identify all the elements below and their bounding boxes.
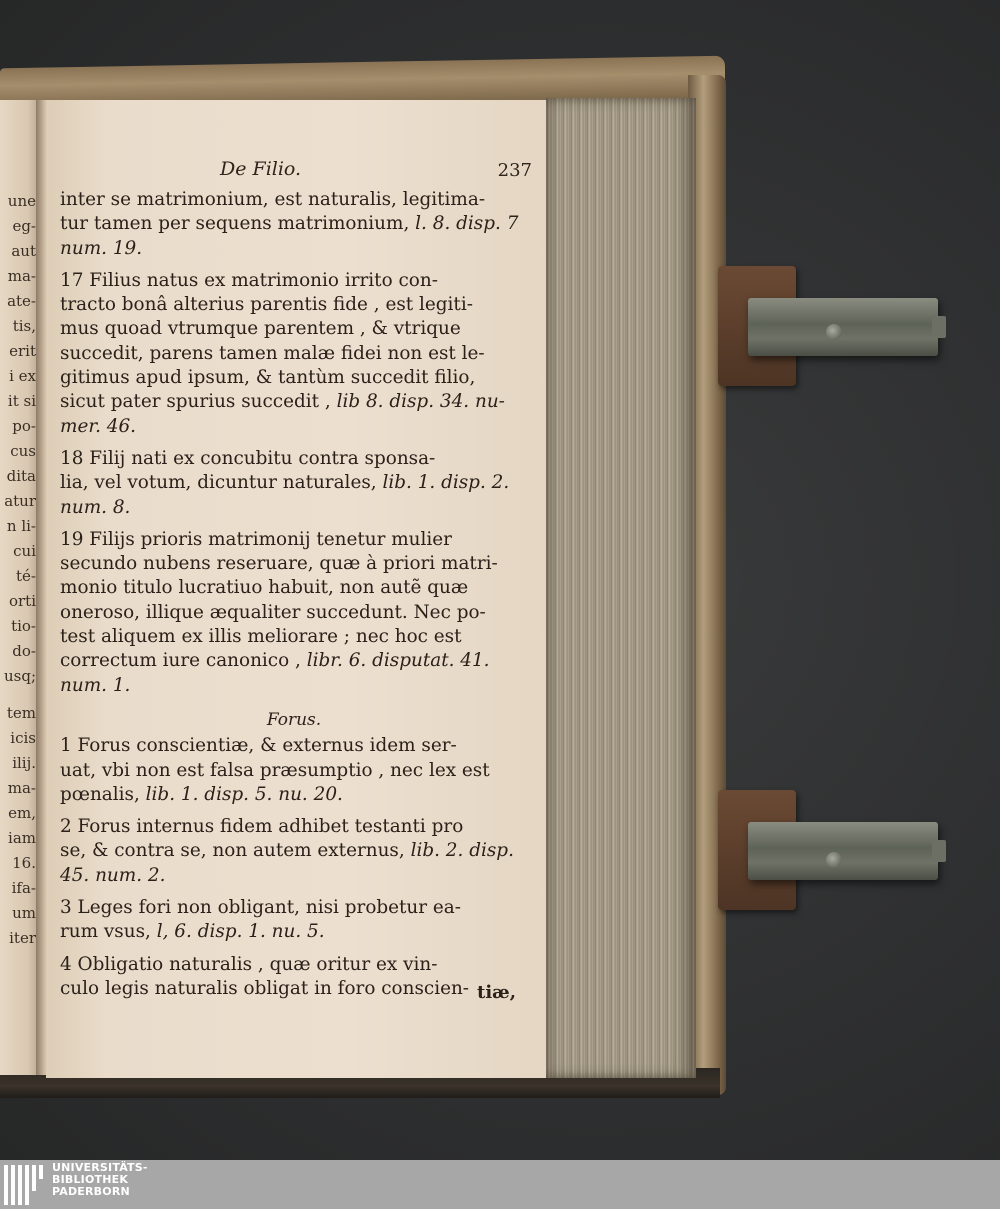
text-line [60, 342, 528, 366]
text-line [60, 390, 528, 414]
previous-page-fragment: ifa- [11, 879, 36, 897]
paragraph [60, 447, 528, 520]
text-line [60, 977, 528, 1001]
line-text: inter se matrimonium, est naturalis, legitima- [60, 189, 486, 210]
page-block-fore-edge [546, 98, 696, 1078]
text-line [60, 212, 528, 236]
line-text: 3 Leges fori non obligant, nisi probetur ea- [60, 897, 461, 919]
previous-page-fragment: it si [7, 392, 36, 410]
library-footer-banner [0, 1160, 1000, 1209]
line-text: 19 Filijs prioris matrimonij tenetur mulier [60, 528, 452, 550]
paragraph [60, 896, 528, 945]
citation-reference: l. 8. disp. 7 [415, 213, 519, 235]
text-line [60, 415, 528, 439]
text-line [60, 496, 528, 520]
text-line [60, 815, 528, 839]
previous-page-fragment: dita [6, 467, 36, 485]
line-text: 18 Filij nati ex concubitu contra sponsa- [60, 447, 436, 469]
paragraph [60, 734, 528, 807]
citation-reference: 45. num. 2. [60, 864, 166, 886]
page-text [60, 188, 528, 1009]
previous-page-fragment: erit [9, 342, 36, 360]
line-text: 2 Forus internus fidem adhibet testanti pro [60, 816, 464, 838]
previous-page-fragment: n li- [6, 517, 36, 535]
text-line [60, 864, 528, 888]
previous-page-fragment: cui [13, 542, 36, 560]
clasp-rivet [826, 324, 842, 340]
previous-page-fragment: iam [8, 829, 36, 847]
text-line [60, 674, 528, 698]
previous-page-fragment: um [12, 904, 36, 922]
paragraph [60, 269, 528, 439]
previous-page-fragment: une [7, 192, 36, 210]
previous-page-fragment: iter [9, 929, 36, 947]
line-text: oneroso, illique æqualiter succedunt. Nec po- [60, 601, 486, 623]
line-text: gitimus apud ipsum, & tantùm succedit filio, [60, 367, 476, 389]
previous-page-fragment: ate- [7, 292, 36, 310]
clasp-hook [932, 316, 946, 338]
library-name: UNIVERSITÄTS- BIBLIOTHEK PADERBORN [52, 1161, 148, 1198]
text-line [60, 920, 528, 944]
text-line [60, 839, 528, 863]
line-text: 4 Obligatio naturalis , quæ oritur ex vin- [60, 953, 438, 975]
line-text: succedit, parens tamen malæ fidei non est le- [60, 342, 485, 364]
paragraph [60, 953, 528, 1002]
catchword: tiæ, [477, 982, 516, 1003]
citation-reference: lib 8. disp. 34. nu- [336, 391, 505, 413]
previous-page-fragment: 16. [12, 854, 36, 872]
paragraph [60, 528, 528, 698]
previous-page-fragment: icis [10, 729, 36, 747]
text-line [60, 649, 528, 673]
text-line [60, 293, 528, 317]
line-text: sicut pater spurius succedit , [60, 391, 337, 413]
previous-page-fragment: aut [11, 242, 36, 260]
text-line [60, 625, 528, 649]
line-text: monio titulo lucratiuo habuit, non autẽ quæ [60, 577, 469, 599]
text-line [60, 188, 528, 212]
line-text: pœnalis, [60, 783, 146, 805]
previous-page-fragment: i ex [9, 367, 36, 385]
previous-page-fragment: eg- [12, 217, 36, 235]
citation-reference: mer. 46. [60, 415, 137, 437]
citation-reference: lib. 2. disp. [410, 840, 514, 862]
text-line [60, 576, 528, 600]
previous-page-fragment: ma- [7, 779, 36, 797]
previous-page-fragment: em, [8, 804, 36, 822]
page-number: 237 [497, 160, 532, 181]
text-line [60, 317, 528, 341]
citation-reference: num. 19. [60, 237, 143, 259]
text-line [60, 269, 528, 293]
text-line [60, 237, 528, 261]
library-logo-icon [2, 1163, 46, 1207]
previous-page-fragment: po- [12, 417, 36, 435]
line-text: 17 Filius natus ex matrimonio irrito con- [60, 269, 438, 291]
clasp-hook [932, 840, 946, 862]
citation-reference: libr. 6. disputat. 41. [306, 650, 490, 672]
text-line [60, 552, 528, 576]
citation-reference: num. 8. [60, 496, 131, 518]
text-line [60, 759, 528, 783]
text-line [60, 471, 528, 495]
previous-page-fragment: usq; [3, 667, 36, 685]
text-line [60, 734, 528, 758]
text-line [60, 783, 528, 807]
section-heading: Forus. [266, 709, 322, 730]
text-line [60, 366, 528, 390]
previous-page-fragment: orti [8, 592, 36, 610]
line-text: 1 Forus conscientiæ, & externus idem ser- [60, 735, 457, 757]
line-text: tracto bonâ alterius parentis fide , est legiti- [60, 294, 473, 316]
previous-page-fragment: cus [10, 442, 36, 460]
line-text: lia, vel votum, dicuntur naturales, [60, 472, 383, 494]
text-line [60, 953, 528, 977]
text-line [60, 528, 528, 552]
previous-page-fragment: té- [16, 567, 36, 585]
citation-reference: lib. 1. disp. 5. nu. 20. [145, 783, 343, 805]
line-text: tur tamen per sequens matrimonium, [60, 213, 416, 235]
line-text: test aliquem ex illis meliorare ; nec hoc est [60, 626, 462, 648]
line-text: correctum iure canonico , [60, 650, 307, 672]
running-head [60, 158, 536, 188]
line-text: se, & contra se, non autem externus, [60, 840, 411, 862]
previous-page-fragment: tis, [12, 317, 36, 335]
previous-page-fragment: ilij. [12, 754, 36, 772]
line-text: rum vsus, [60, 921, 157, 943]
citation-reference: num. 1. [60, 674, 131, 696]
previous-page-fragment: tem [6, 704, 36, 722]
paragraph [60, 188, 528, 261]
paragraph [60, 815, 528, 888]
previous-page-fragment: atur [4, 492, 36, 510]
citation-reference: l, 6. disp. 1. nu. 5. [156, 921, 325, 943]
previous-page-fragment: ma- [7, 267, 36, 285]
previous-page-edge [0, 100, 40, 1075]
clasp-metal-plate [748, 298, 938, 356]
text-line [60, 601, 528, 625]
citation-reference: lib. 1. disp. 2. [382, 472, 510, 494]
clasp-metal-plate [748, 822, 938, 880]
line-text: culo legis naturalis obligat in foro conscien- [60, 977, 470, 999]
running-head-title: De Filio. [220, 158, 302, 180]
text-line [60, 896, 528, 920]
previous-page-fragment: do- [12, 642, 36, 660]
previous-page-fragment: tio- [11, 617, 36, 635]
text-line [60, 447, 528, 471]
clasp-rivet [826, 852, 842, 868]
line-text: mus quoad vtrumque parentem , & vtrique [60, 318, 461, 340]
line-text: uat, vbi non est falsa præsumptio , nec lex est [60, 759, 490, 781]
book-page [46, 100, 552, 1078]
line-text: secundo nubens reseruare, quæ à priori matri- [60, 553, 498, 575]
